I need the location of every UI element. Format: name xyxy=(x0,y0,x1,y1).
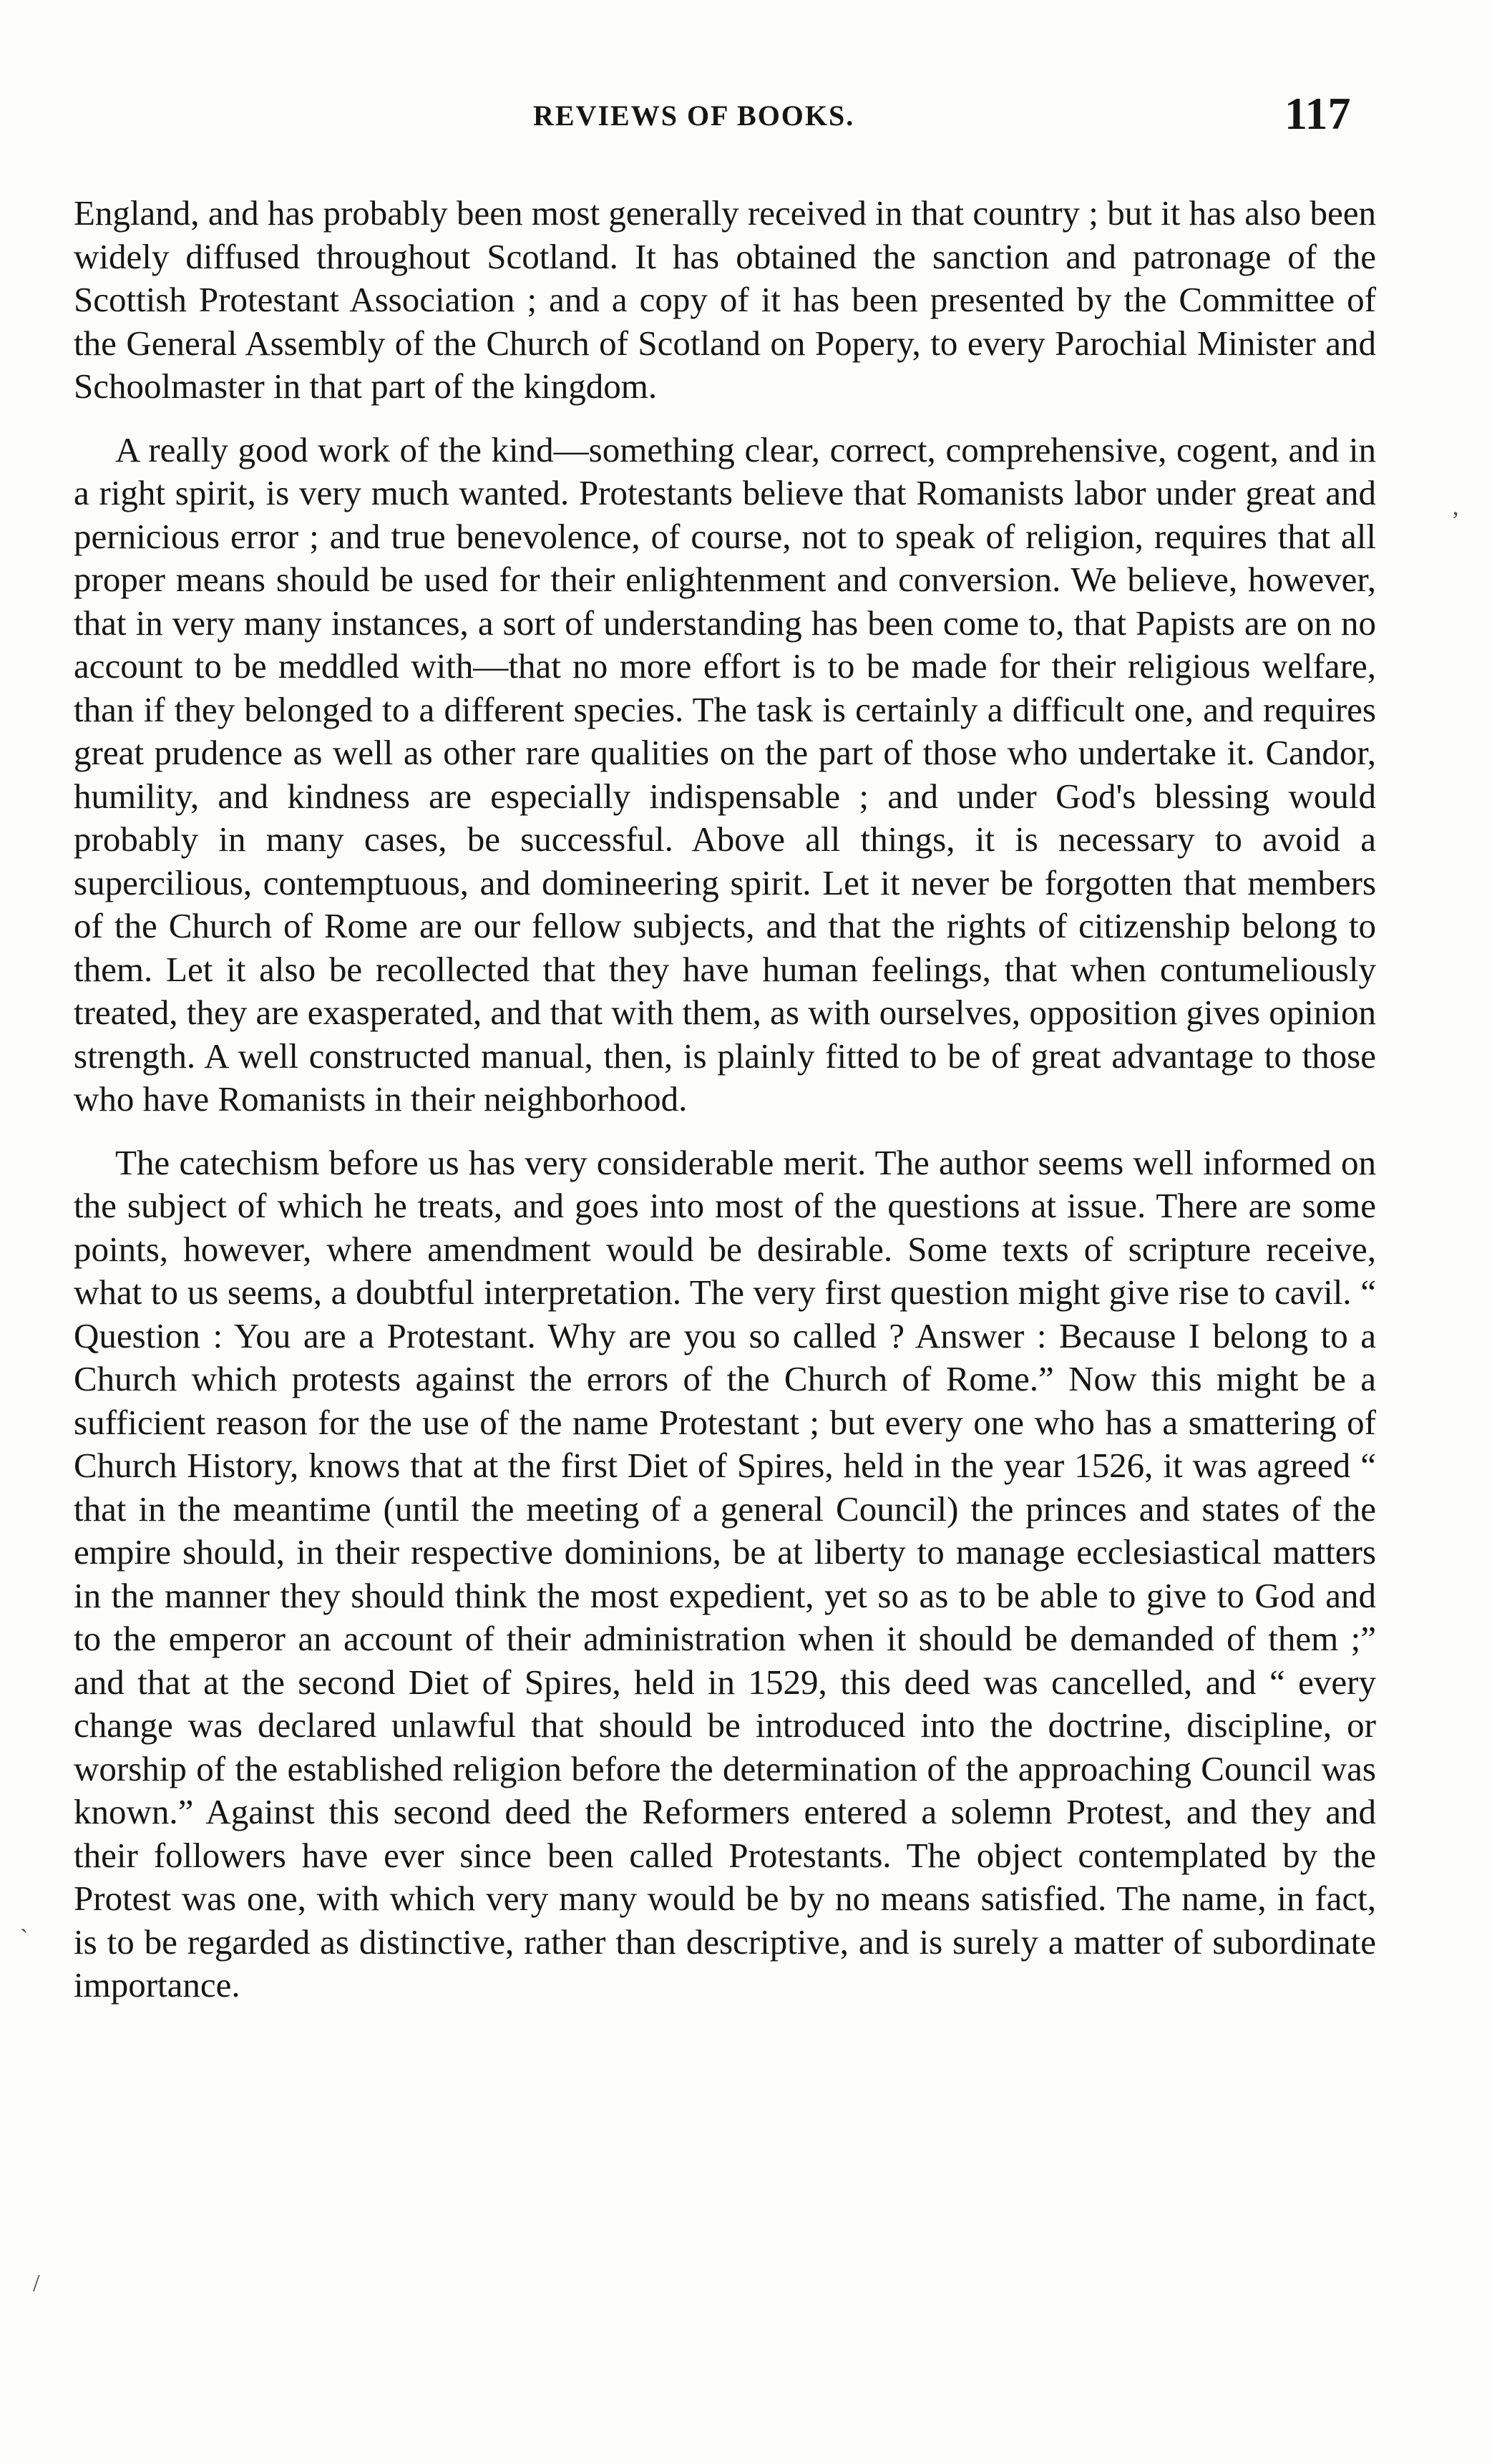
paragraph-3: The catechism before us has very considerable merit. The author seems well informed on the subject of which he treats, and goes into most of the questions at issue. There are some points, however, where amendment would be desirable. Some texts of scripture receive, what to us seems, a doubtful interpretation. The very first question might give rise to cavil. “ Question : You are a Protestant. Why are you so called ? Answer : Because I belong to a Church which protests against the errors of the Church of Rome.” Now this might be a sufficient reason for the use of the name Protestant ; but every one who has a smattering of Church History, knows that at the first Diet of Spires, held in the year 1526, it was agreed “ that in the meantime (until the meeting of a general Council) the princes and states of the empire should, in their respective dominions, be at liberty to manage ecclesiastical matters in the manner they should think the most expedient, yet so as to be able to give to God and to the emperor an account of their administration when it should be demanded of them ;” and that at the second Diet of Spires, held in 1529, this deed was cancelled, and “ every change was declared unlawful that should be introduced into the doctrine, discipline, or worship of the established religion before the determination of the approaching Council was known.” Against this second deed the Reformers entered a solemn Protest, and they and their followers have ever since been called Protestants. The object contemplated by the Protest was one, with which very many would be by no means satisfied. The name, in fact, is to be regarded as distinctive, rather than descriptive, and is surely a matter of subordinate importance. xyxy=(74,1142,1376,2005)
margin-mark: ` xyxy=(20,1925,29,1952)
paragraph-1: England, and has probably been most generally received in that country ; but it has also been widely diffused throughout Scotland. It has obtained the sanction and patronage of the Scottish Protestant Association ; and a copy of it has been presented by the Committee of the General Assembly of the Church of Scotland on Popery, to every Parochial Minister and Schoolmaster in that part of the kingdom. xyxy=(74,193,1376,406)
body-text xyxy=(74,192,1376,2007)
margin-mark: / xyxy=(33,2270,40,2297)
page-number: 117 xyxy=(1284,88,1351,139)
margin-mark: , xyxy=(1453,494,1459,520)
running-head: REVIEWS OF BOOKS. xyxy=(533,99,855,132)
paragraph-2: A really good work of the kind—something clear, correct, comprehensive, cogent, and in a right spirit, is very much wanted. Protestants believe that Romanists labor under great and pernicious error ; and true benevolence, of course, not to speak of religion, requires that all proper means should be used for their enlightenment and conversion. We believe, however, that in very many instances, a sort of understanding has been come to, that Papists are on no account to be meddled with—that no more effort is to be made for their religious welfare, than if they belonged to a different species. The task is certainly a difficult one, and requires great prudence as well as other rare qualities on the part of those who undertake it. Candor, humility, and kindness are especially indispensable ; and under God's blessing would probably in many cases, be successful. Above all things, it is necessary to avoid a supercilious, contemptuous, and domineering spirit. Let it never be forgotten that members of the Church of Rome are our fellow subjects, and that the rights of citizenship belong to them. Let it also be recollected that they have human feelings, that when contumeliously treated, they are exasperated, and that with them, as with ourselves, opposition gives opinion strength. A well constructed manual, then, is plainly fitted to be of great advantage to those who have Romanists in their neighborhood. xyxy=(74,429,1376,1119)
